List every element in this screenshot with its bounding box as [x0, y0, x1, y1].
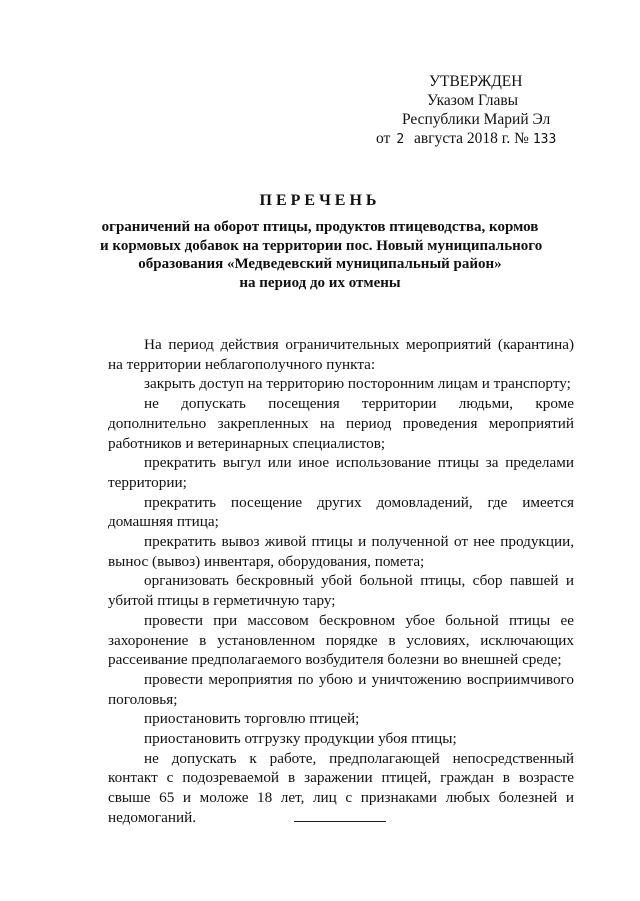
approval-status: УТВЕРЖДЕН: [429, 73, 523, 90]
approval-authority: Указом Главы: [427, 92, 519, 109]
date-prefix: от: [376, 130, 391, 147]
subtitle-line: образования «Медведевский муниципальный район»: [138, 256, 502, 272]
list-item: провести мероприятия по убою и уничтожению восприимчивого поголовья;: [108, 670, 574, 708]
list-item: провести при массовом бескровном убое больной птицы ее захоронение в установленном порядке в условиях, исключающих рассеивание предполагаемого возбудителя болезни во внешней среде;: [108, 611, 574, 669]
intro-paragraph: На период действия ограничительных мероприятий (карантина) на территории неблагополучного пункта:: [108, 336, 574, 373]
approval-stamp: [376, 72, 596, 149]
approval-date-line: [376, 129, 596, 149]
subtitle-line: на период до их отмены: [239, 274, 401, 291]
list-item: закрыть доступ на территорию посторонним лицам и транспорту;: [144, 375, 571, 393]
date-day: 2: [396, 132, 405, 147]
end-divider: [294, 821, 386, 822]
document-body: [108, 335, 574, 828]
date-rest: августа 2018 г. №: [414, 130, 529, 147]
list-item: не допускать посещения территории людьми, кроме дополнительно закрепленных на период проведения мероприятий работников и ветеринарных специалистов;: [108, 395, 574, 452]
list-item: организовать бескровный убой больной птицы, сбор павшей и убитой птицы в герметичную тару;: [108, 572, 574, 610]
subtitle-line: и кормовых добавок на территории пос. Новый муниципального: [100, 237, 543, 254]
list-item: прекратить выгул или иное использование птицы за пределами территории;: [108, 454, 574, 491]
list-item: приостановить торговлю птицей;: [144, 710, 360, 728]
list-item: прекратить посещение других домовладений, где имеется домашняя птица;: [108, 493, 574, 531]
list-item: не допускать к работе, предполагающей непосредственный контакт с подозреваемой в заражении птицей, граждан в возрасте свыше 65 и моложе 18 лет, лиц с признаками любых болезней и недомоганий.: [108, 749, 574, 826]
document-subtitle: [100, 218, 543, 292]
document-title: ПЕРЕЧЕНЬ: [259, 192, 381, 209]
decree-number: 133: [532, 132, 557, 147]
subtitle-line: ограничений на оборот птицы, продуктов птицеводства, кормов: [101, 219, 539, 235]
approval-republic: Республики Марий Эл: [402, 111, 551, 128]
list-item: приостановить отгрузку продукции убоя птицы;: [144, 730, 457, 748]
list-item: прекратить вывоз живой птицы и полученной от нее продукции, вынос (вывоз) инвентаря, оборудования, помета;: [108, 533, 574, 570]
